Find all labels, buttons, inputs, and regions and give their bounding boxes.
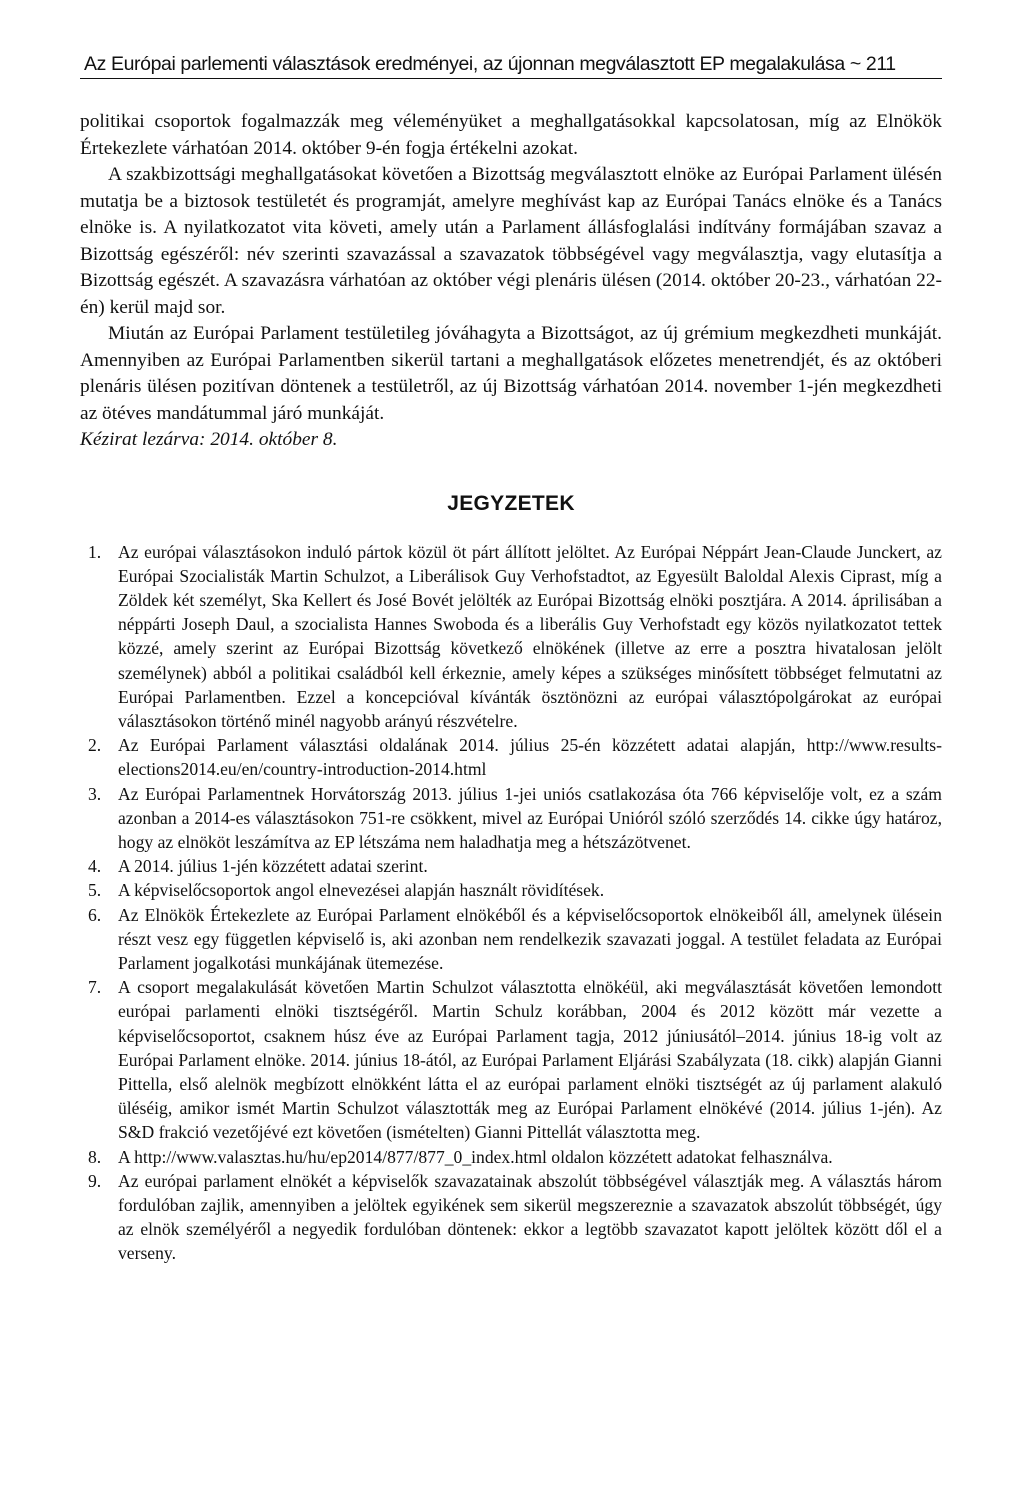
- note-item: [80, 975, 942, 1144]
- note-text: A 2014. július 1-jén közzétett adatai szerint.: [118, 856, 428, 877]
- note-number: 2.: [88, 735, 102, 756]
- note-item: [80, 1145, 942, 1169]
- running-head: Az Európai parlementi választások eredményei, az újonnan megválasztott EP megalakulása ~ 211: [80, 50, 942, 79]
- page: [80, 50, 942, 1266]
- note-number: 3.: [88, 783, 102, 804]
- note-item: [80, 878, 942, 902]
- body-paragraph: A szakbizottsági meghallgatásokat követően a Bizottság megválasztott elnöke az Európai Parlament ülésén mutatja be a biztosok testületét és programját, amelyre meghívást kap az Európai Tanács elnöke és a Tanács elnöke is. A nyilatkozatot vita követi, amely után a Parlament állásfoglalási indítvány formájában szavaz a Bizottság egészéről: név szerinti szavazással a szavazatok többségével vagy megválasztja, vagy elutasítja a Bizottság egészét. A szavazásra várhatóan az október végi plenáris ülésen (2014. október 20-23., várhatóan 22-én) kerül majd sor.: [80, 164, 942, 318]
- note-text: Az európai választásokon induló pártok közül öt párt állított jelöltet. Az Európai Néppárt Jean-Claude Junckert, az Európai Szocialisták Martin Schulzot, a Liberálisok Guy Verhofstadtot, az Egyesült Baloldal Alexis Ciprast, míg a Zöldek két személyt, Ska Kellert és José Bovét jelölték az Európai Bizottság elnöki posztjára. A 2014. áprilisában a néppárti Joseph Daul, a szocialista Hannes Swoboda és a liberális Guy Verhofstadt egy közös nyilatkozatot tettek közzé, amely szerint az Európai Bizottság következő elnökének (illetve az erre a posztra hivatalosan jelölt személynek) abból a politikai családból kell érkeznie, amely képes a szükséges minősített többséget felmutatni az Európai Parlamentben. Ezzel a koncepcióval kívánták ösztönözni az európai választópolgárokat az európai választásokon történő minél nagyobb arányú részvételre.: [118, 541, 942, 731]
- notes-heading: JEGYZETEK: [447, 491, 575, 515]
- note-number: 9.: [88, 1170, 102, 1191]
- note-item: [80, 540, 942, 734]
- note-number: 7.: [88, 977, 102, 998]
- note-item: [80, 903, 942, 976]
- body-paragraph: Miután az Európai Parlament testületileg jóváhagyta a Bizottságot, az új grémium megkezdheti munkáját. Amennyiben az Európai Parlamentben sikerül tartani a meghallgatások előzetes menetrendjét, és az októberi plenáris ülésen pozitívan döntenek a testületről, az új Bizottság várhatóan 2014. november 1-jén megkezdheti az ötéves mandátummal járó munkáját.: [80, 323, 942, 424]
- note-text: Az európai parlament elnökét a képviselők szavazatainak abszolút többségével választják meg. A választás három fordulóban zajlik, amennyiben a jelöltek egyikének sem sikerül megszereznie a szavazatok abszolút többségét, úgy az elnök személyéről a negyedik fordulóban döntenek: ekkor a legtöbb szavazatot kapott jelöltek között dől el a verseny.: [118, 1170, 942, 1264]
- note-text: Az Európai Parlamentnek Horvátország 2013. július 1-jei uniós csatlakozása óta 766 képviselője volt, ez a szám azonban a 2014-es választásokon 751-re csökkent, mivel az Európai Unióról szóló szerződés 14. cikke úgy határoz, hogy az elnököt leszámítva az EP létszáma nem haladhatja meg a hétszázötvenet.: [118, 783, 942, 852]
- manuscript-closing-note: Kézirat lezárva: 2014. október 8.: [80, 429, 338, 450]
- note-item: [80, 782, 942, 855]
- body-text: [80, 109, 942, 454]
- note-text: Az Európai Parlament választási oldalának 2014. július 25-én közzétett adatai alapján, http://www.results-elections2014.eu/en/country-introduction-2014.html: [118, 735, 942, 780]
- note-number: 8.: [88, 1146, 102, 1167]
- note-item: [80, 733, 942, 781]
- note-text: A képviselőcsoportok angol elnevezései alapján használt rövidítések.: [118, 880, 605, 901]
- note-text: Az Elnökök Értekezlete az Európai Parlament elnökéből és a képviselőcsoportok elnökeiből áll, amelynek ülésein részt vesz egy független képviselő is, aki azonban nem rendelkezik szavazati joggal. A testület feladata az Európai Parlament jogalkotási munkájának ütemezése.: [118, 904, 942, 973]
- note-number: 4.: [88, 856, 102, 877]
- note-number: 1.: [88, 541, 102, 562]
- body-paragraph: politikai csoportok fogalmazzák meg véleményüket a meghallgatásokkal kapcsolatosan, míg az Elnökök Értekezlete várhatóan 2014. október 9-én fogja értékelni azokat.: [80, 111, 942, 159]
- note-number: 5.: [88, 880, 102, 901]
- note-item: [80, 1169, 942, 1266]
- notes-list: [80, 540, 942, 1266]
- note-number: 6.: [88, 904, 102, 925]
- note-text: A http://www.valasztas.hu/hu/ep2014/877/877_0_index.html oldalon közzétett adatokat felhasználva.: [118, 1146, 833, 1167]
- note-text: A csoport megalakulását követően Martin Schulzot választotta elnökéül, aki megválasztását követően lemondott európai parlamenti elnöki tisztségéről. Martin Schulz korábban, 2004 és 2012 között már vezette a képviselőcsoportot, csaknem húsz éve az Európai Parlament tagja, 2012 júniusától–2014. június 18-ig volt az Európai Parlament elnöke. 2014. június 18-ától, az Európai Parlament Eljárási Szabályzata (18. cikk) alapján Gianni Pittella, első alelnök megbízott elnökként látta el az európai parlament elnöki tisztségét az új parlament alakuló üléséig, amikor ismét Martin Schulzot választották meg az Európai Parlament elnökévé (2014. július 1-jén). Az S&D frakció vezetőjévé ezt követően (ismételten) Gianni Pittellát választotta meg.: [118, 977, 942, 1143]
- note-item: [80, 854, 942, 878]
